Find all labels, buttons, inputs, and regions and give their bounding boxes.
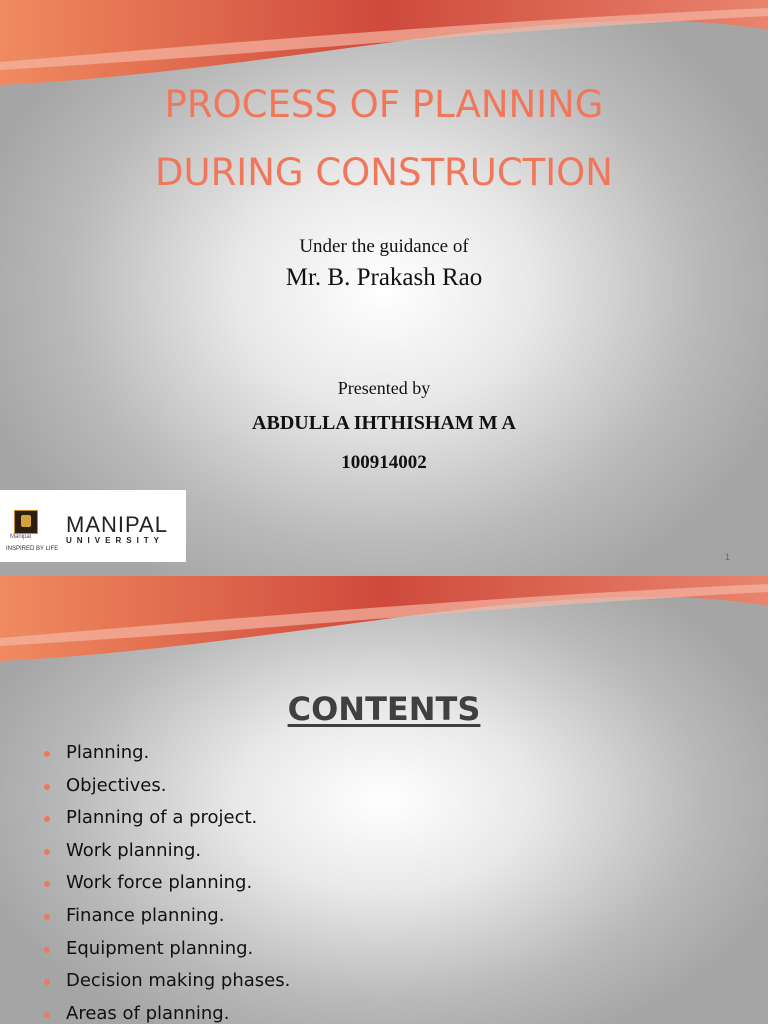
logo-mark-text: Manipal xyxy=(10,534,32,540)
logo-sub: UNIVERSITY xyxy=(66,536,165,545)
manipal-crest-icon xyxy=(14,510,38,534)
list-item: Planning of a project. xyxy=(40,807,290,840)
presenter-name: ABDULLA IHTHISHAM M A xyxy=(252,412,516,434)
contents-list xyxy=(40,742,290,1024)
logo-name: MANIPAL xyxy=(66,512,168,537)
page-number: 1 xyxy=(724,552,730,562)
manipal-university-logo xyxy=(0,490,186,562)
header-swoosh xyxy=(0,576,768,676)
list-item: Areas of planning. xyxy=(40,1003,290,1024)
slide-title-line-2: DURING CONSTRUCTION xyxy=(155,151,613,194)
guide-name: Mr. B. Prakash Rao xyxy=(285,264,483,291)
list-item: Objectives. xyxy=(40,775,290,808)
list-item: Work force planning. xyxy=(40,872,290,905)
guidance-label: Under the guidance of xyxy=(299,236,469,257)
list-item: Planning. xyxy=(40,742,290,775)
list-item: Decision making phases. xyxy=(40,970,290,1003)
logo-tagline: INSPIRED BY LIFE xyxy=(6,546,59,552)
presenter-id: 100914002 xyxy=(341,452,427,473)
contents-slide xyxy=(0,576,768,1024)
contents-heading: CONTENTS xyxy=(287,690,481,728)
list-item: Equipment planning. xyxy=(40,938,290,971)
presented-label: Presented by xyxy=(337,378,431,398)
slide-title-line-1: PROCESS OF PLANNING xyxy=(164,83,604,126)
list-item: Finance planning. xyxy=(40,905,290,938)
list-item: Work planning. xyxy=(40,840,290,873)
